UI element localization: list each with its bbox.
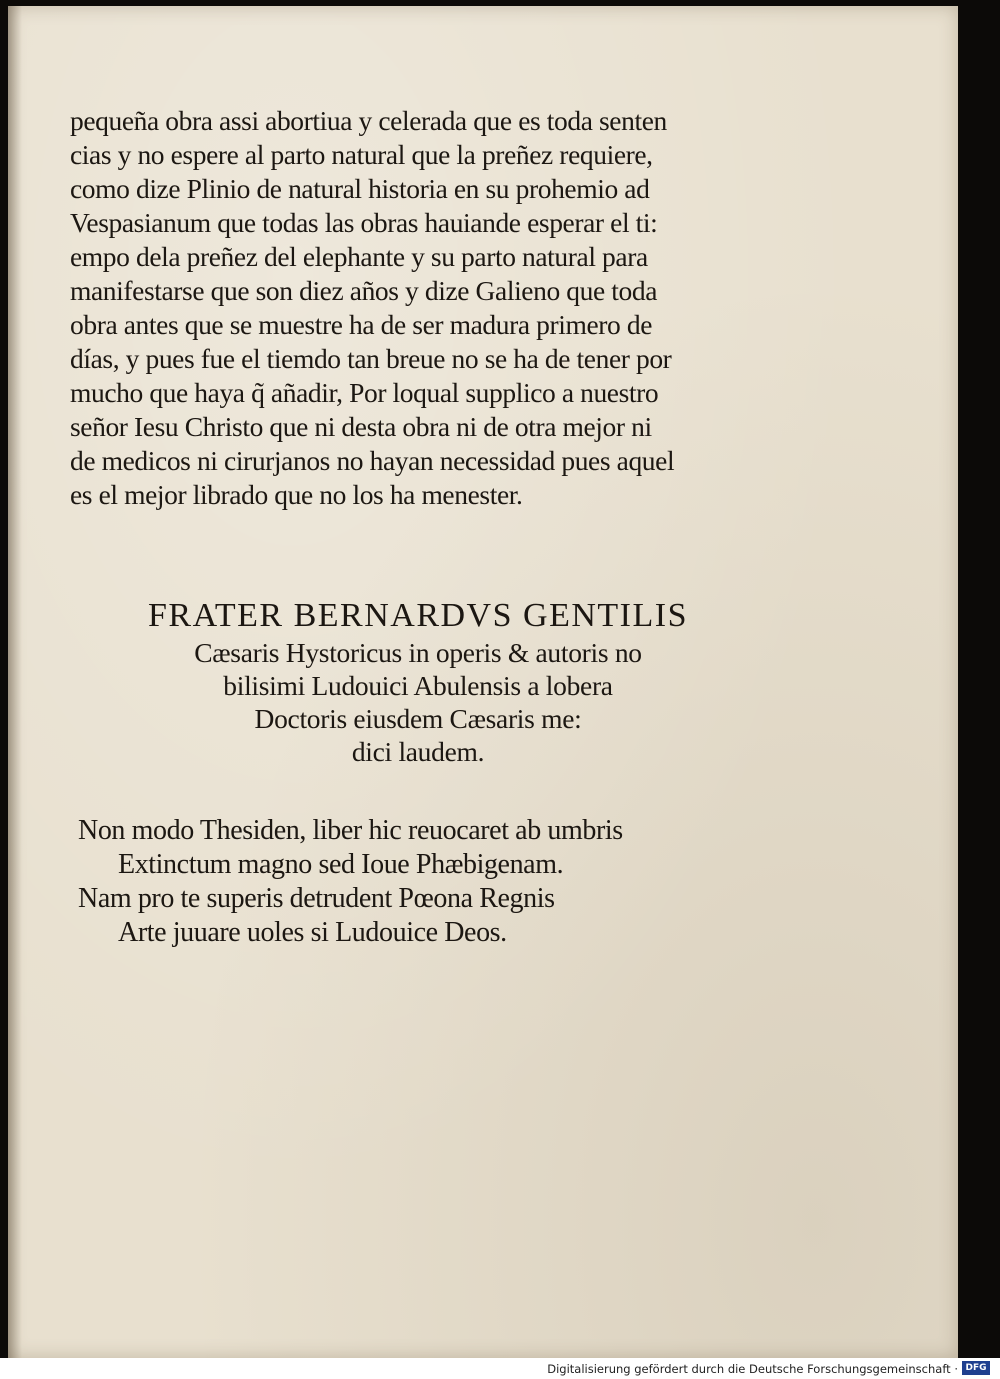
- prose-line: obra antes que se muestre ha de ser madura primero de: [70, 309, 653, 340]
- heading-line: bilisimi Ludouici Abulensis a lobera: [223, 670, 613, 701]
- verse-line: Extinctum magno sed Ioue Phæbigenam.: [118, 849, 564, 880]
- prose-line: empo dela preñez del elephante y su parto natural para: [70, 241, 648, 272]
- funding-credit: Digitalisierung gefördert durch die Deutsche Forschungsgemeinschaft ·: [547, 1362, 958, 1376]
- heading-line: dici laudem.: [351, 736, 485, 767]
- dfg-logo: DFG: [962, 1361, 990, 1375]
- prose-line: cias y no espere al parto natural que la preñez requiere,: [70, 139, 653, 170]
- prose-line: es el mejor librado que no los ha menester.: [70, 479, 523, 510]
- prose-line: señor Iesu Christo que ni desta obra ni de otra mejor ni: [70, 411, 652, 442]
- dedication-heading: [68, 596, 768, 768]
- prose-line: pequeña obra assi abortiua y celerada que es toda senten: [70, 105, 667, 136]
- prose-line: manifestarse que son diez años y dize Galieno que toda: [70, 275, 658, 306]
- page-gutter: [8, 6, 22, 1358]
- prose-line: de medicos ni cirurjanos no hayan necessidad pues aquel: [70, 445, 675, 476]
- verse-line: Nam pro te superis detrudent Pœona Regnis: [78, 883, 555, 914]
- verse-line: Non modo Thesiden, liber hic reuocaret ab umbris: [78, 815, 623, 846]
- footer-bar: [0, 1358, 1000, 1379]
- heading-title: FRATER BERNARDVS GENTILIS: [148, 597, 688, 634]
- prose-paragraph: [70, 104, 790, 512]
- prose-line: como dize Plinio de natural historia en su prohemio ad: [70, 173, 650, 204]
- heading-line: Doctoris eiusdem Cæsaris me:: [254, 703, 582, 734]
- verse-line: Arte juuare uoles si Ludouice Deos.: [118, 917, 507, 948]
- prose-line: mucho que haya q̃ añadir, Por loqual supplico a nuestro: [70, 377, 659, 408]
- prose-line: Vespasianum que todas las obras hauiande esperar el ti:: [70, 207, 658, 238]
- prose-line: días, y pues fue el tiemdo tan breue no se ha de tener por: [70, 343, 672, 374]
- latin-verse: [78, 814, 778, 950]
- book-page: [8, 6, 958, 1358]
- heading-line: Cæsaris Hystoricus in operis & autoris no: [194, 637, 642, 668]
